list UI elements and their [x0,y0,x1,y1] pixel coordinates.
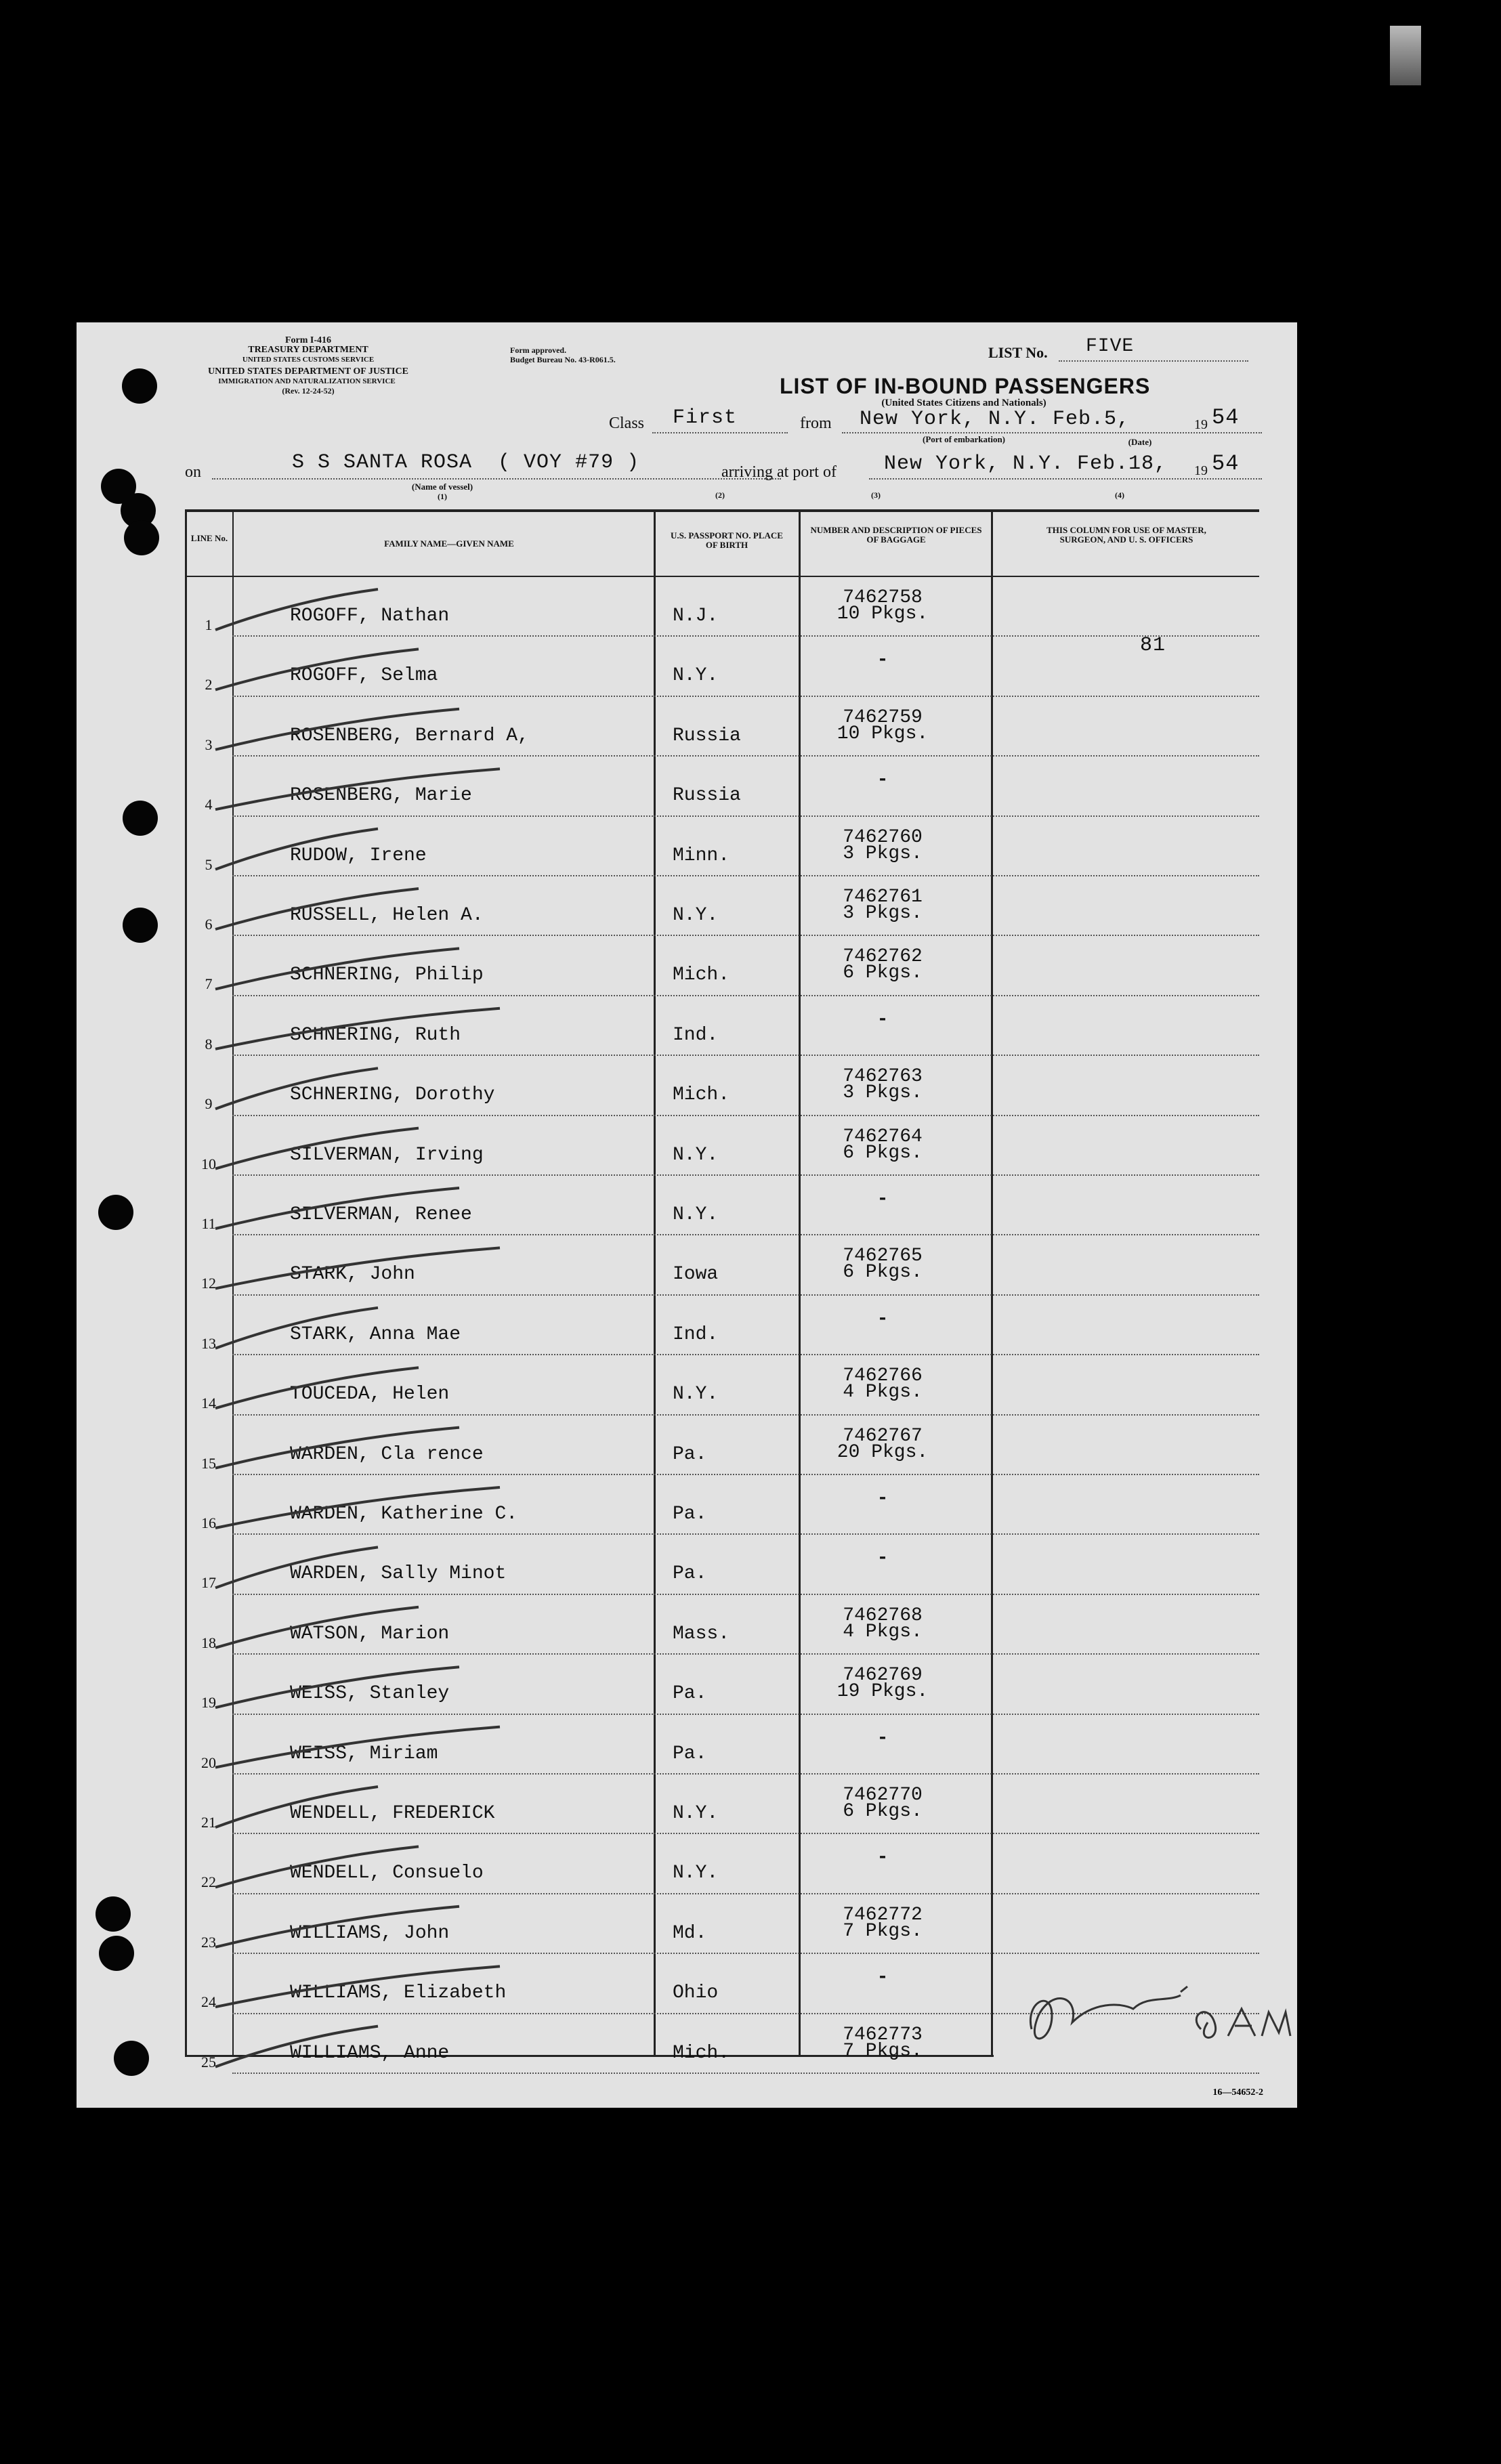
pencil-tick [215,1907,459,1947]
caption-2: (2) [715,490,725,500]
pencil-tick [215,1188,459,1229]
baggage-number: 7462773 [843,2024,923,2045]
binder-tab [1390,26,1421,85]
baggage-pieces: 7 Pkgs. [843,2040,923,2062]
line-number: 15 [201,1454,216,1472]
line-number: 17 [201,1574,216,1592]
passenger-name: SCHNERING, Philip [290,964,484,986]
baggage-pieces: 20 Pkgs. [837,1441,929,1463]
passenger-name: ROGOFF, Nathan [290,606,450,626]
pencil-tick [215,1547,378,1588]
passenger-name: ROSENBERG, Marie [290,785,472,807]
col-line-no: LINE No. [190,533,228,543]
passenger-name: STARK, John [290,1264,415,1286]
passenger-name: SILVERMAN, Renee [290,1204,472,1225]
pencil-tick [215,649,419,689]
line-number: 2 [205,676,213,694]
birth-place: N.Y. [673,1204,719,1225]
passenger-name: SCHNERING, Dorothy [290,1084,495,1106]
birth-place: Mich. [673,1084,730,1106]
class-label: Class [609,415,645,432]
caption-4: (4) [1115,490,1124,500]
line-number: 6 [205,916,213,933]
line-number: 9 [205,1095,213,1113]
pencil-tick [215,948,459,989]
birth-place: Ind. [673,1024,719,1046]
pencil-tick [215,1248,500,1288]
birth-place: N.Y. [673,905,719,926]
baggage-dash: - [876,1189,889,1210]
baggage-dash: - [876,769,889,791]
baggage-dash: - [876,1967,889,1989]
passenger-name: WATSON, Marion [290,1623,450,1644]
birth-place: Pa. [673,1563,707,1585]
from-year: 54 [1212,405,1240,430]
line-number: 3 [205,736,213,753]
baggage-dash: - [876,1008,889,1030]
birth-place: Iowa [673,1264,719,1286]
vessel-value: S S SANTA ROSA ( VOY #79 ) [292,451,640,474]
pencil-tick [215,1428,459,1468]
line-number: 12 [201,1275,216,1292]
baggage-pieces: 6 Pkgs. [843,962,923,984]
passenger-name: SCHNERING, Ruth [290,1024,461,1046]
baggage-number: 7462763 [843,1066,923,1088]
baggage-pieces: 10 Pkgs. [837,603,929,624]
date-caption: (Date) [1128,437,1152,447]
line-number: 21 [201,1814,216,1831]
birth-place: N.Y. [673,1803,719,1824]
from-year-prefix: 19 [1194,417,1208,432]
baggage-number: 7462772 [843,1904,923,1926]
line-number: 7 [205,975,213,993]
baggage-number: 7462758 [843,587,923,608]
line-number: 23 [201,1933,216,1951]
passenger-name: WARDEN, Sally Minot [290,1563,507,1585]
form-revision: (Rev. 12-24-52) [282,386,335,396]
baggage-dash: - [876,1308,889,1330]
baggage-pieces: 4 Pkgs. [843,1621,923,1642]
on-label: on [185,463,201,481]
birth-place: N.Y. [673,1144,719,1166]
col-passport: U.S. PASSPORT NO. PLACE OF BIRTH [671,530,783,550]
caption-3: (3) [871,490,881,500]
baggage-pieces: 3 Pkgs. [843,843,923,864]
line-number: 14 [201,1395,216,1412]
arriving-value: New York, N.Y. Feb.18, [884,452,1168,475]
baggage-number: 7462767 [843,1425,923,1447]
col-officers: THIS COLUMN FOR USE OF MASTER, SURGEON, AND U. S. OFFICERS [1047,525,1206,545]
pencil-tick [215,769,500,809]
line-number: 16 [201,1514,216,1531]
baggage-number: 7462761 [843,887,923,908]
pencil-tick [215,1846,419,1887]
birth-place: Russia [673,725,741,746]
line-number: 19 [201,1694,216,1712]
passenger-name: WILLIAMS, Anne [290,2042,450,2064]
baggage-number: 7462765 [843,1246,923,1267]
col-baggage: NUMBER AND DESCRIPTION OF PIECES OF BAGGAGE [810,525,982,545]
birth-place: Pa. [673,1504,707,1525]
officer-signature [1011,1975,1296,2056]
birth-place: N.Y. [673,665,719,687]
passenger-name: SILVERMAN, Irving [290,1144,484,1166]
baggage-number: 7462759 [843,706,923,728]
baggage-number: 7462762 [843,946,923,968]
pencil-tick [215,1308,378,1348]
pencil-tick [215,1487,500,1528]
form-print-code: 16—54652-2 [1212,2087,1263,2098]
line-number: 13 [201,1334,216,1352]
manifest-page [77,322,1297,2108]
pencil-tick [215,1727,500,1768]
baggage-dash: - [876,1488,889,1509]
baggage-number: 7462760 [843,826,923,848]
line-number: 11 [201,1215,216,1232]
list-value: FIVE [1086,336,1135,357]
birth-place: Minn. [673,845,730,866]
passenger-name: WEISS, Miriam [290,1743,438,1764]
dept-justice: UNITED STATES DEPARTMENT OF JUSTICE [208,366,408,377]
passenger-name: WILLIAMS, John [290,1922,450,1944]
pencil-tick [215,1367,419,1408]
birth-place: Md. [673,1922,707,1944]
passenger-name: TOUCEDA, Helen [290,1384,450,1405]
passenger-name: WARDEN, Katherine C. [290,1504,518,1525]
passenger-name: ROSENBERG, Bernard A, [290,725,529,746]
baggage-number: 7462769 [843,1665,923,1686]
passenger-name: WENDELL, Consuelo [290,1863,484,1884]
dept-treasury: TREASURY DEPARTMENT [248,345,368,355]
birth-place: Russia [673,785,741,807]
pencil-tick [215,829,378,870]
passenger-name: STARK, Anna Mae [290,1323,461,1345]
pencil-tick [215,1008,500,1049]
dept-immigration: IMMIGRATION AND NATURALIZATION SERVICE [218,377,396,385]
form-id: Form I-416 [284,335,332,345]
passenger-name: WEISS, Stanley [290,1683,450,1705]
birth-place: N.Y. [673,1863,719,1884]
pencil-tick [215,1607,419,1648]
pencil-tick [215,2026,378,2067]
pencil-check-marks [77,322,1297,2108]
passenger-name: WENDELL, FREDERICK [290,1803,495,1824]
baggage-pieces: 3 Pkgs. [843,903,923,924]
pencil-tick [215,1966,500,2007]
birth-place: Mass. [673,1623,730,1644]
line-number: 5 [205,855,213,873]
birth-place: Ohio [673,1982,719,2004]
birth-place: Ind. [673,1323,719,1345]
line-number: 25 [201,2053,216,2070]
birth-place: Mich. [673,964,730,986]
baggage-number: 7462766 [843,1365,923,1387]
list-label: LIST No. [988,344,1048,361]
dept-customs: UNITED STATES CUSTOMS SERVICE [242,356,375,364]
birth-place: Pa. [673,1443,707,1465]
pencil-tick [215,1787,378,1827]
baggage-number: 7462768 [843,1605,923,1626]
line-number: 24 [201,1993,216,2011]
pencil-tick [215,1068,378,1109]
line-number: 10 [201,1155,216,1172]
arr-year: 54 [1212,451,1240,476]
baggage-pieces: 6 Pkgs. [843,1801,923,1822]
from-label: from [800,415,832,432]
col-name: FAMILY NAME—GIVEN NAME [384,538,514,549]
form-approved: Form approved. [510,345,567,355]
baggage-pieces: 3 Pkgs. [843,1082,923,1104]
baggage-dash: - [876,650,889,671]
line-number: 20 [201,1754,216,1771]
baggage-pieces: 6 Pkgs. [843,1262,923,1283]
baggage-pieces: 10 Pkgs. [837,723,929,744]
baggage-number: 7462764 [843,1126,923,1147]
baggage-pieces: 7 Pkgs. [843,1920,923,1942]
line-number: 1 [205,616,213,633]
line-number: 4 [205,796,213,813]
passenger-name: WARDEN, Cla rence [290,1443,484,1465]
passenger-name: WILLIAMS, Elizabeth [290,1982,507,2004]
port-embark-caption: (Port of embarkation) [922,434,1006,444]
baggage-number: 7462770 [843,1785,923,1806]
birth-place: Pa. [673,1743,707,1764]
budget-bureau: Budget Bureau No. 43-R061.5. [510,355,616,364]
birth-place: Mich. [673,2042,730,2064]
page-subtitle: (United States Citizens and Nationals) [881,398,1047,408]
passenger-name: RUDOW, Irene [290,845,427,866]
baggage-dash: - [876,1727,889,1749]
line-number: 22 [201,1873,216,1891]
pencil-tick [215,589,378,630]
from-value: New York, N.Y. Feb.5, [860,408,1130,431]
birth-place: N.J. [673,606,719,626]
vessel-caption: (Name of vessel) [411,482,473,492]
birth-place: Pa. [673,1683,707,1705]
pencil-tick [215,709,459,750]
birth-place: N.Y. [673,1384,719,1405]
baggage-dash: - [876,1548,889,1569]
pencil-tick [215,1667,459,1707]
page-title: LIST OF IN-BOUND PASSENGERS [780,374,1151,398]
caption-1: (1) [438,492,447,501]
baggage-pieces: 6 Pkgs. [843,1142,923,1164]
arr-year-prefix: 19 [1194,463,1208,478]
pencil-tick [215,1128,419,1169]
pencil-tick [215,889,419,929]
baggage-pieces: 19 Pkgs. [837,1681,929,1703]
baggage-dash: - [876,1847,889,1869]
officer-note: 81 [1140,634,1166,657]
class-value: First [673,406,738,429]
passenger-name: ROGOFF, Selma [290,665,438,687]
line-number: 8 [205,1035,213,1053]
passenger-name: RUSSELL, Helen A. [290,905,484,926]
baggage-pieces: 4 Pkgs. [843,1382,923,1403]
arriving-label: arriving at port of [721,463,837,481]
line-number: 18 [201,1634,216,1651]
